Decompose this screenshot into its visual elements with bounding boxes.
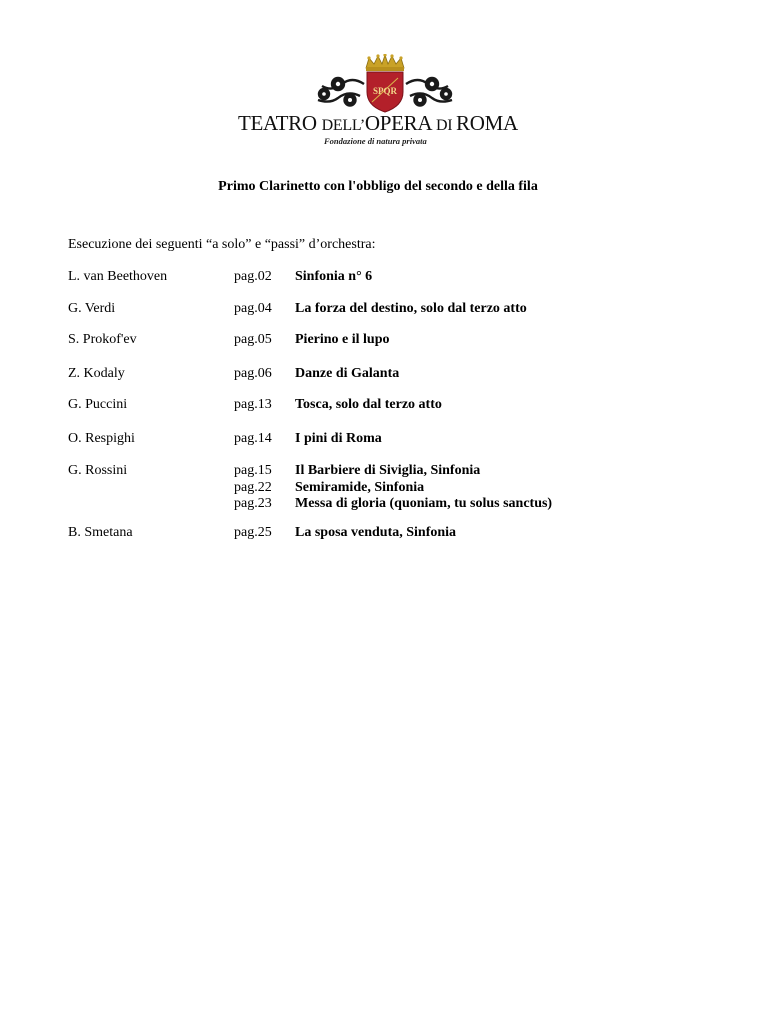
theatre-name-part: DI (436, 117, 457, 134)
theatre-name-part: TEATRO (238, 111, 322, 135)
intro-text: Esecuzione dei seguenti “a solo” e “passi” d’orchestra: (68, 237, 376, 252)
theatre-name (238, 113, 538, 136)
logo-tagline: Fondazione di natura privata (324, 136, 427, 146)
piece-title: Sinfonia n° 6 (295, 269, 373, 284)
composer-name: Z. Kodaly (68, 366, 125, 381)
page-number: pag.13 (234, 397, 272, 412)
theatre-name-part: OPERA (364, 111, 437, 135)
shield-icon (367, 72, 403, 112)
piece-title: Il Barbiere di Siviglia, Sinfonia (295, 463, 481, 478)
composer-name: L. van Beethoven (68, 269, 168, 284)
theatre-name-part: ROMA (456, 111, 518, 135)
piece-title: Tosca, solo dal terzo atto (295, 397, 442, 412)
page-number: pag.15 (234, 463, 272, 478)
theatre-name-part: DELL’ (321, 117, 365, 134)
piece-title: Pierino e il lupo (295, 332, 390, 347)
composer-name: B. Smetana (68, 525, 133, 540)
piece-title: Semiramide, Sinfonia (295, 480, 425, 495)
page-number: pag.25 (234, 525, 272, 540)
page-number: pag.14 (234, 431, 272, 446)
composer-name: O. Respighi (68, 431, 135, 446)
piece-title: I pini di Roma (295, 431, 382, 446)
piece-title: La sposa venduta, Sinfonia (295, 525, 457, 540)
composer-name: G. Rossini (68, 463, 128, 478)
left-ornament-icon (318, 78, 364, 106)
crest-emblem (312, 54, 458, 114)
page-number: pag.22 (234, 480, 272, 495)
theatre-logo (238, 54, 538, 148)
page-number: pag.04 (234, 301, 272, 316)
piece-title: Messa di gloria (quoniam, tu solus sanctus) (295, 496, 553, 511)
crown-icon (366, 54, 404, 71)
shield-text: SPQR (372, 86, 398, 96)
piece-title: La forza del destino, solo dal terzo atto (295, 301, 527, 316)
composer-name: G. Verdi (68, 301, 116, 316)
composer-name: S. Prokof'ev (68, 332, 137, 347)
page-number: pag.05 (234, 332, 272, 347)
page-number: pag.02 (234, 269, 272, 284)
right-ornament-icon (406, 78, 452, 106)
document-title: Primo Clarinetto con l'obbligo del secondo e della fila (218, 179, 538, 194)
page-number: pag.06 (234, 366, 272, 381)
piece-title: Danze di Galanta (295, 366, 400, 381)
page-number: pag.23 (234, 496, 272, 511)
composer-name: G. Puccini (68, 397, 128, 412)
